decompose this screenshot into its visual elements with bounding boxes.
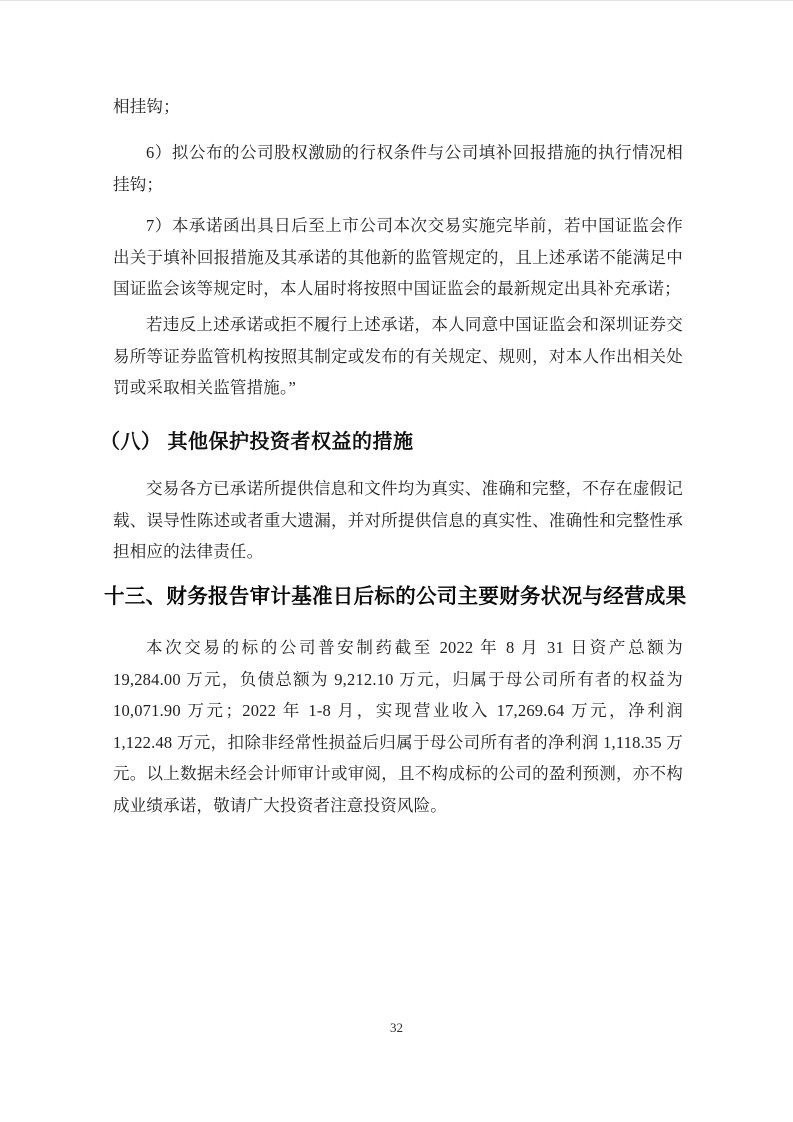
paragraph-carryover-line: 相挂钩； [113, 97, 180, 116]
section-heading-13-financial-status: 十三、财务报告审计基准日后标的公司主要财务状况与经营成果 [104, 585, 687, 608]
paragraph-item-6: 6）拟公布的公司股权激励的行权条件与公司填补回报措施的执行情况相挂钩； [113, 143, 683, 194]
paragraph-section-13-financials: 本次交易的标的公司普安制药截至 2022 年 8 月 31 日资产总额为 19,284.00 万元，负债总额为 9,212.10 万元，归属于母公司所有者的权益为 10,071.90 万元；2022 年 1-8 月，实现营业收入 17,269.64 万元，净利润 1,122.48 万元，扣除非经常性损益后归属于母公司所有者的净利润 1,118.35 万元。以上数据未经会计师审计或审阅，且不构成标的公司的盈利预测，亦不构成业绩承诺，敬请广大投资者注意投资风险。 [113, 638, 683, 815]
paragraph-item-7: 7）本承诺函出具日后至上市公司本次交易实施完毕前，若中国证监会作出关于填补回报措施及其承诺的其他新的监管规定的，且上述承诺不能满足中国证监会该等规定时，本人届时将按照中国证监会的最新规定出具补充承诺； [113, 216, 683, 298]
page-number: 32 [390, 1020, 403, 1035]
paragraph-section-8-commitment: 交易各方已承诺所提供信息和文件均为真实、准确和完整，不存在虚假记载、误导性陈述或者重大遗漏，并对所提供信息的真实性、准确性和完整性承担相应的法律责任。 [113, 479, 683, 561]
section-heading-8-investor-protection: （八） 其他保护投资者权益的措施 [100, 431, 414, 453]
paragraph-violation-clause: 若违反上述承诺或拒不履行上述承诺，本人同意中国证监会和深圳证券交易所等证券监管机构按照其制定或发布的有关规定、规则，对本人作出相关处罚或采取相关监管措施。” [113, 315, 683, 397]
